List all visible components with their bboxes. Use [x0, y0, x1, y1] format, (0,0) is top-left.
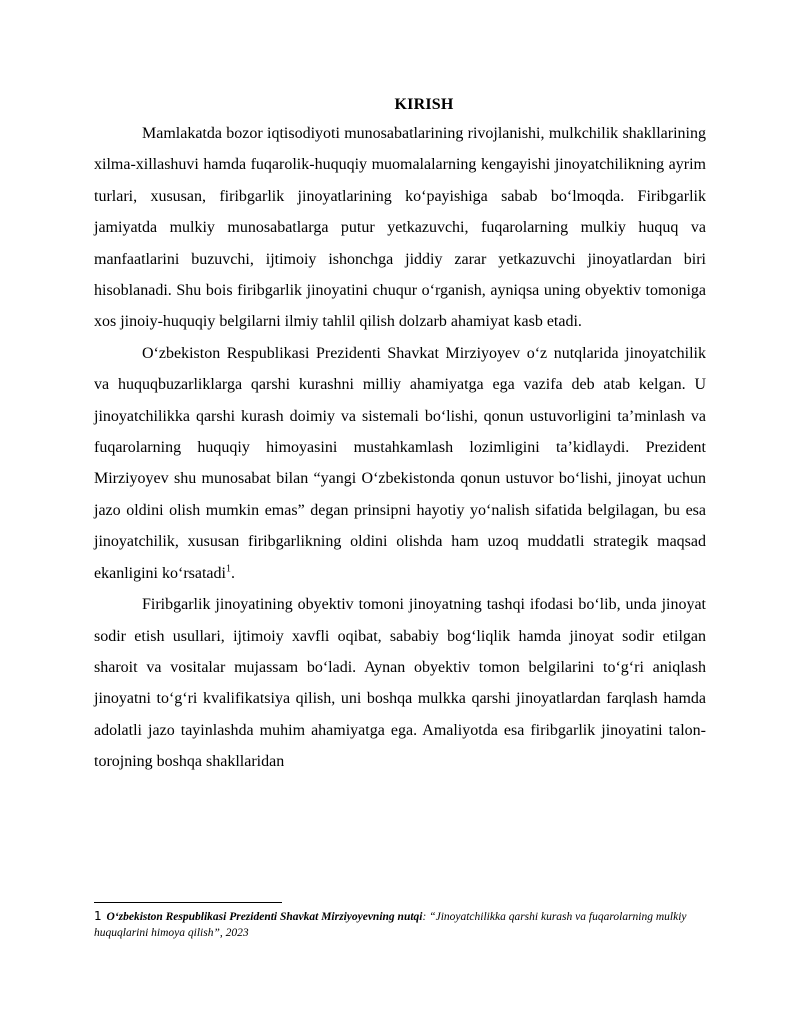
- footnote-separator: [94, 902, 282, 903]
- paragraph-1-text: Mamlakatda bozor iqtisodiyoti munosabatlarining rivojlanishi, mulkchilik shakllarining xilma-xillashuvi hamda fuqarolik-huquqiy muomalalarning kengayishi jinoyatchilikning ayrim turlari, xususan, firibgarlik jinoyatlarining ko‘payishiga sabab bo‘lmoqda. Firibgarlik jamiyatda mulkiy munosabatlarga putur yetkazuvchi, fuqarolarning mulkiy huquq va manfaatlarini buzuvchi, ijtimoiy ishonchga jiddiy zarar yetkazuvchi jinoyatlardan biri hisoblanadi. Shu bois firibgarlik jinoyatini chuqur o‘rganish, ayniqsa uning obyektiv tomoniga xos jinoiy-huquqiy belgilarni ilmiy tahlil qilish dolzarb ahamiyat kasb etadi.: [94, 125, 706, 331]
- footnote-text: : “Jinoyatchilikka qarshi kurash va fuqarolarning mulkiy huquqlarini himoya qilish”, 2023: [94, 911, 687, 939]
- footnote-source: O‘zbekiston Respublikasi Prezidenti Shavkat Mirziyoyevning nutqi: [106, 911, 423, 923]
- footnote: [94, 908, 706, 941]
- page-title: KIRISH: [394, 96, 454, 113]
- paragraph-1: [94, 118, 706, 338]
- paragraph-2-text: O‘zbekiston Respublikasi Prezidenti Shavkat Mirziyoyev o‘z nutqlarida jinoyatchilik va huquqbuzarliklarga qarshi kurashni milliy ahamiyatga ega vazifa deb atab kelgan. U jinoyatchilikka qarshi kurash doimiy va sistemali bo‘lishi, qonun ustuvorligini ta’minlash va fuqarolarning huquqiy himoyasini mustahkamlash lozimligini ta’kidlaydi. Prezident Mirziyoyev shu munosabat bilan “yangi O‘zbekistonda qonun ustuvor bo‘lishi, jinoyat uchun jazo oldini olish mumkin emas” degan prinsipni hayotiy yo‘nalish sifatida belgilagan, bu esa jinoyatchilik, xususan firibgarlikning oldini olishda ham uzoq muddatli strategik maqsad ekanligini ko‘rsatadi: [94, 344, 706, 582]
- paragraph-2: [94, 338, 706, 589]
- footnote-reference[interactable]: 1: [225, 563, 231, 575]
- document-body: [94, 118, 706, 778]
- paragraph-3-text: Firibgarlik jinoyatining obyektiv tomoni jinoyatning tashqi ifodasi bo‘lib, unda jinoyat sodir etish usullari, ijtimoiy xavfli oqibat, sababiy bog‘liqlik hamda jinoyat sodir etilgan sharoit va vositalar mujassam bo‘ladi. Aynan obyektiv tomon belgilarini to‘g‘ri aniqlash jinoyatni to‘g‘ri kvalifikatsiya qilish, uni boshqa mulkka qarshi jinoyatlardan farqlash hamda adolatli jazo tayinlashda muhim ahamiyatga ega. Amaliyotda esa firibgarlik jinoyatini talon-torojning boshqa shakllaridan: [94, 596, 706, 771]
- footnote-number: 1: [94, 909, 102, 923]
- paragraph-2-end: .: [230, 564, 235, 582]
- paragraph-3: [94, 589, 706, 777]
